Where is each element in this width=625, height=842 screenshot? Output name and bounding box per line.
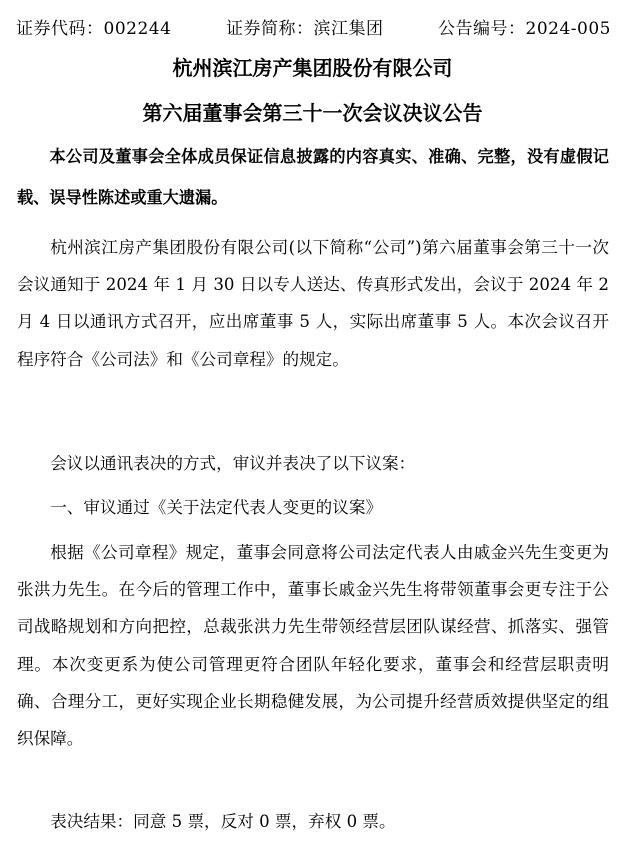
voting-method-paragraph: 会议以通讯表决的方式，审议并表决了以下议案： [50,454,416,473]
resolution-body-paragraph: 根据《公司章程》规定，董事会同意将公司法定代表人由戚金兴先生变更为张洪力先生。在今后的管理工作中，董事长戚金兴先生将带领董事会更专注于公司战略规划和方向把控，总裁张洪力先生带领经营层团队谋经营、抓落实、强管理。本次变更系为使公司管理更符合团队年轻化要求，董事会和经营层职责明确、合理分工，更好实现企业长期稳健发展，为公司提升经营质效提供坚定的组织保障。 [17,543,609,749]
vote-result: 表决结果：同意 5 票，反对 0 票，弃权 0 票。 [50,812,396,831]
stock-code: 证券代码：002244 [16,19,172,39]
company-name-title: 杭州滨江房产集团股份有限公司 [172,56,453,80]
stock-short-name: 证券简称：滨江集团 [225,19,384,39]
meeting-notice-paragraph: 杭州滨江房产集团股份有限公司(以下简称“公司”)第六届董事会第三十一次会议通知于 2024 年 1 月 30 日以专人送达、传真形式发出，会议于 2024 年 2 月 4 日以通讯方式召开，应出席董事 5 人，实际出席董事 5 人。本次会议召开程序符合《公司法》和《公司章程》的规定。 [17,238,609,369]
board-guarantee-statement: 本公司及董事会全体成员保证信息披露的内容真实、准确、完整，没有虚假记载、误导性陈述或重大遗漏。 [17,147,609,207]
announcement-title: 第六届董事会第三十一次会议决议公告 [142,101,483,125]
announcement-header [16,14,611,40]
announcement-number: 公告编号：2024-005 [438,19,611,39]
resolution-heading: 一、审议通过《关于法定代表人变更的议案》 [50,498,383,517]
